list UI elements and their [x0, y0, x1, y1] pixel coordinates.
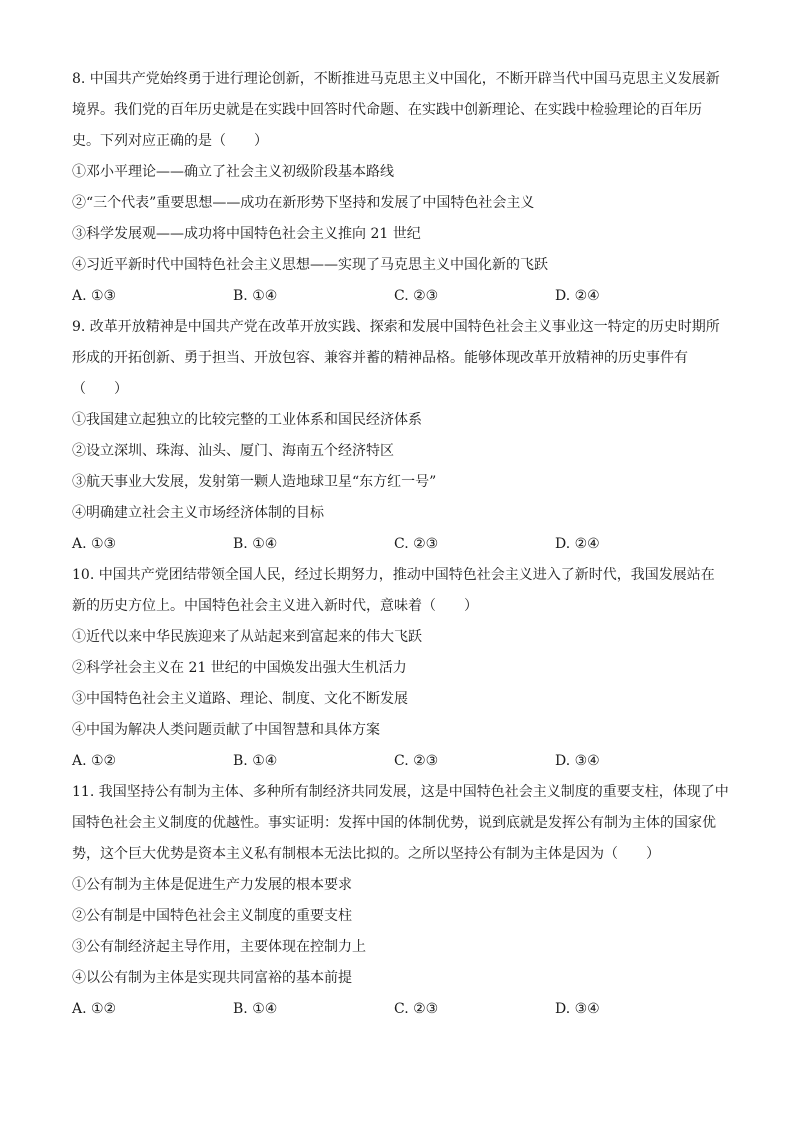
choice-d[interactable]: D. ③④: [555, 753, 600, 769]
statement-1: ①近代以来中华民族迎来了从站起来到富起来的伟大飞跃: [72, 629, 422, 645]
choice-d[interactable]: D. ③④: [555, 1001, 600, 1017]
statement-2: ②科学社会主义在 21 世纪的中国焕发出强大生机活力: [72, 660, 407, 676]
choice-a[interactable]: A. ①③: [72, 288, 117, 304]
question-stem: [72, 312, 722, 405]
statement-2: ②设立深圳、珠海、汕头、厦门、海南五个经济特区: [72, 443, 394, 459]
statement-2: ②“三个代表”重要思想——成功在新形势下坚持和发展了中国特色社会主义: [72, 195, 535, 211]
answer-choices: [72, 281, 722, 312]
statement-4: ④明确建立社会主义市场经济体制的目标: [72, 505, 324, 521]
question-10: [72, 560, 722, 777]
choice-a[interactable]: A. ①③: [72, 536, 117, 552]
stem-line: 9. 改革开放精神是中国共产党在改革开放实践、探索和发展中国特色社会主义事业这一特定的历史时期所: [72, 319, 720, 335]
choice-c[interactable]: C. ②③: [394, 288, 439, 304]
stem-line: （ ）: [72, 381, 128, 397]
answer-choices: [72, 746, 722, 777]
question-11: [72, 777, 729, 1025]
stem-line: 势，这个巨大优势是资本主义私有制根本无法比拟的。之所以坚持公有制为主体是因为（ ）: [72, 846, 660, 862]
question-stem: [72, 560, 722, 622]
choice-c[interactable]: C. ②③: [394, 1001, 439, 1017]
stem-line: 10. 中国共产党团结带领全国人民，经过长期努力，推动中国特色社会主义进入了新时代，我国发展站在: [72, 567, 715, 583]
statement-3: ③公有制经济起主导作用，主要体现在控制力上: [72, 939, 366, 955]
statement-3: ③中国特色社会主义道路、理论、制度、文化不断发展: [72, 691, 408, 707]
choice-b[interactable]: B. ①④: [233, 288, 278, 304]
statement-4: ④习近平新时代中国特色社会主义思想——实现了马克思主义中国化新的飞跃: [72, 257, 548, 273]
question-8: [72, 64, 722, 312]
answer-choices: [72, 994, 722, 1025]
stem-line: 形成的开拓创新、勇于担当、开放包容、兼容并蓄的精神品格。能够体现改革开放精神的历史事件有: [72, 350, 688, 366]
choice-d[interactable]: D. ②④: [555, 288, 600, 304]
statement-3: ③航天事业大发展，发射第一颗人造地球卫星“东方红一号”: [72, 474, 437, 490]
choice-c[interactable]: C. ②③: [394, 536, 439, 552]
stem-line: 8. 中国共产党始终勇于进行理论创新，不断推进马克思主义中国化，不断开辟当代中国马克思主义发展新: [72, 71, 720, 87]
choice-c[interactable]: C. ②③: [394, 753, 439, 769]
statement-1: ①公有制为主体是促进生产力发展的根本要求: [72, 877, 352, 893]
stem-line: 新的历史方位上。中国特色社会主义进入新时代，意味着（ ）: [72, 598, 478, 614]
stem-line: 史。下列对应正确的是（ ）: [72, 133, 268, 149]
choice-b[interactable]: B. ①④: [233, 536, 278, 552]
choice-b[interactable]: B. ①④: [233, 753, 278, 769]
statement-4: ④以公有制为主体是实现共同富裕的基本前提: [72, 970, 352, 986]
stem-line: 境界。我们党的百年历史就是在实践中回答时代命题、在实践中创新理论、在实践中检验理论的百年历: [72, 102, 702, 118]
choice-b[interactable]: B. ①④: [233, 1001, 278, 1017]
statement-2: ②公有制是中国特色社会主义制度的重要支柱: [72, 908, 352, 924]
question-stem: [72, 64, 722, 157]
question-stem: [72, 777, 729, 870]
choice-d[interactable]: D. ②④: [555, 536, 600, 552]
choice-a[interactable]: A. ①②: [72, 1001, 117, 1017]
statement-4: ④中国为解决人类问题贡献了中国智慧和具体方案: [72, 722, 380, 738]
statement-1: ①我国建立起独立的比较完整的工业体系和国民经济体系: [72, 412, 422, 428]
stem-line: 国特色社会主义制度的优越性。事实证明：发挥中国的体制优势，说到底就是发挥公有制为主体的国家优: [72, 815, 716, 831]
answer-choices: [72, 529, 722, 560]
stem-line: 11. 我国坚持公有制为主体、多种所有制经济共同发展，这是中国特色社会主义制度的重要支柱，体现了中: [72, 784, 729, 800]
choice-a[interactable]: A. ①②: [72, 753, 117, 769]
statement-3: ③科学发展观——成功将中国特色社会主义推向 21 世纪: [72, 226, 421, 242]
statement-1: ①邓小平理论——确立了社会主义初级阶段基本路线: [72, 164, 394, 180]
question-9: [72, 312, 722, 560]
